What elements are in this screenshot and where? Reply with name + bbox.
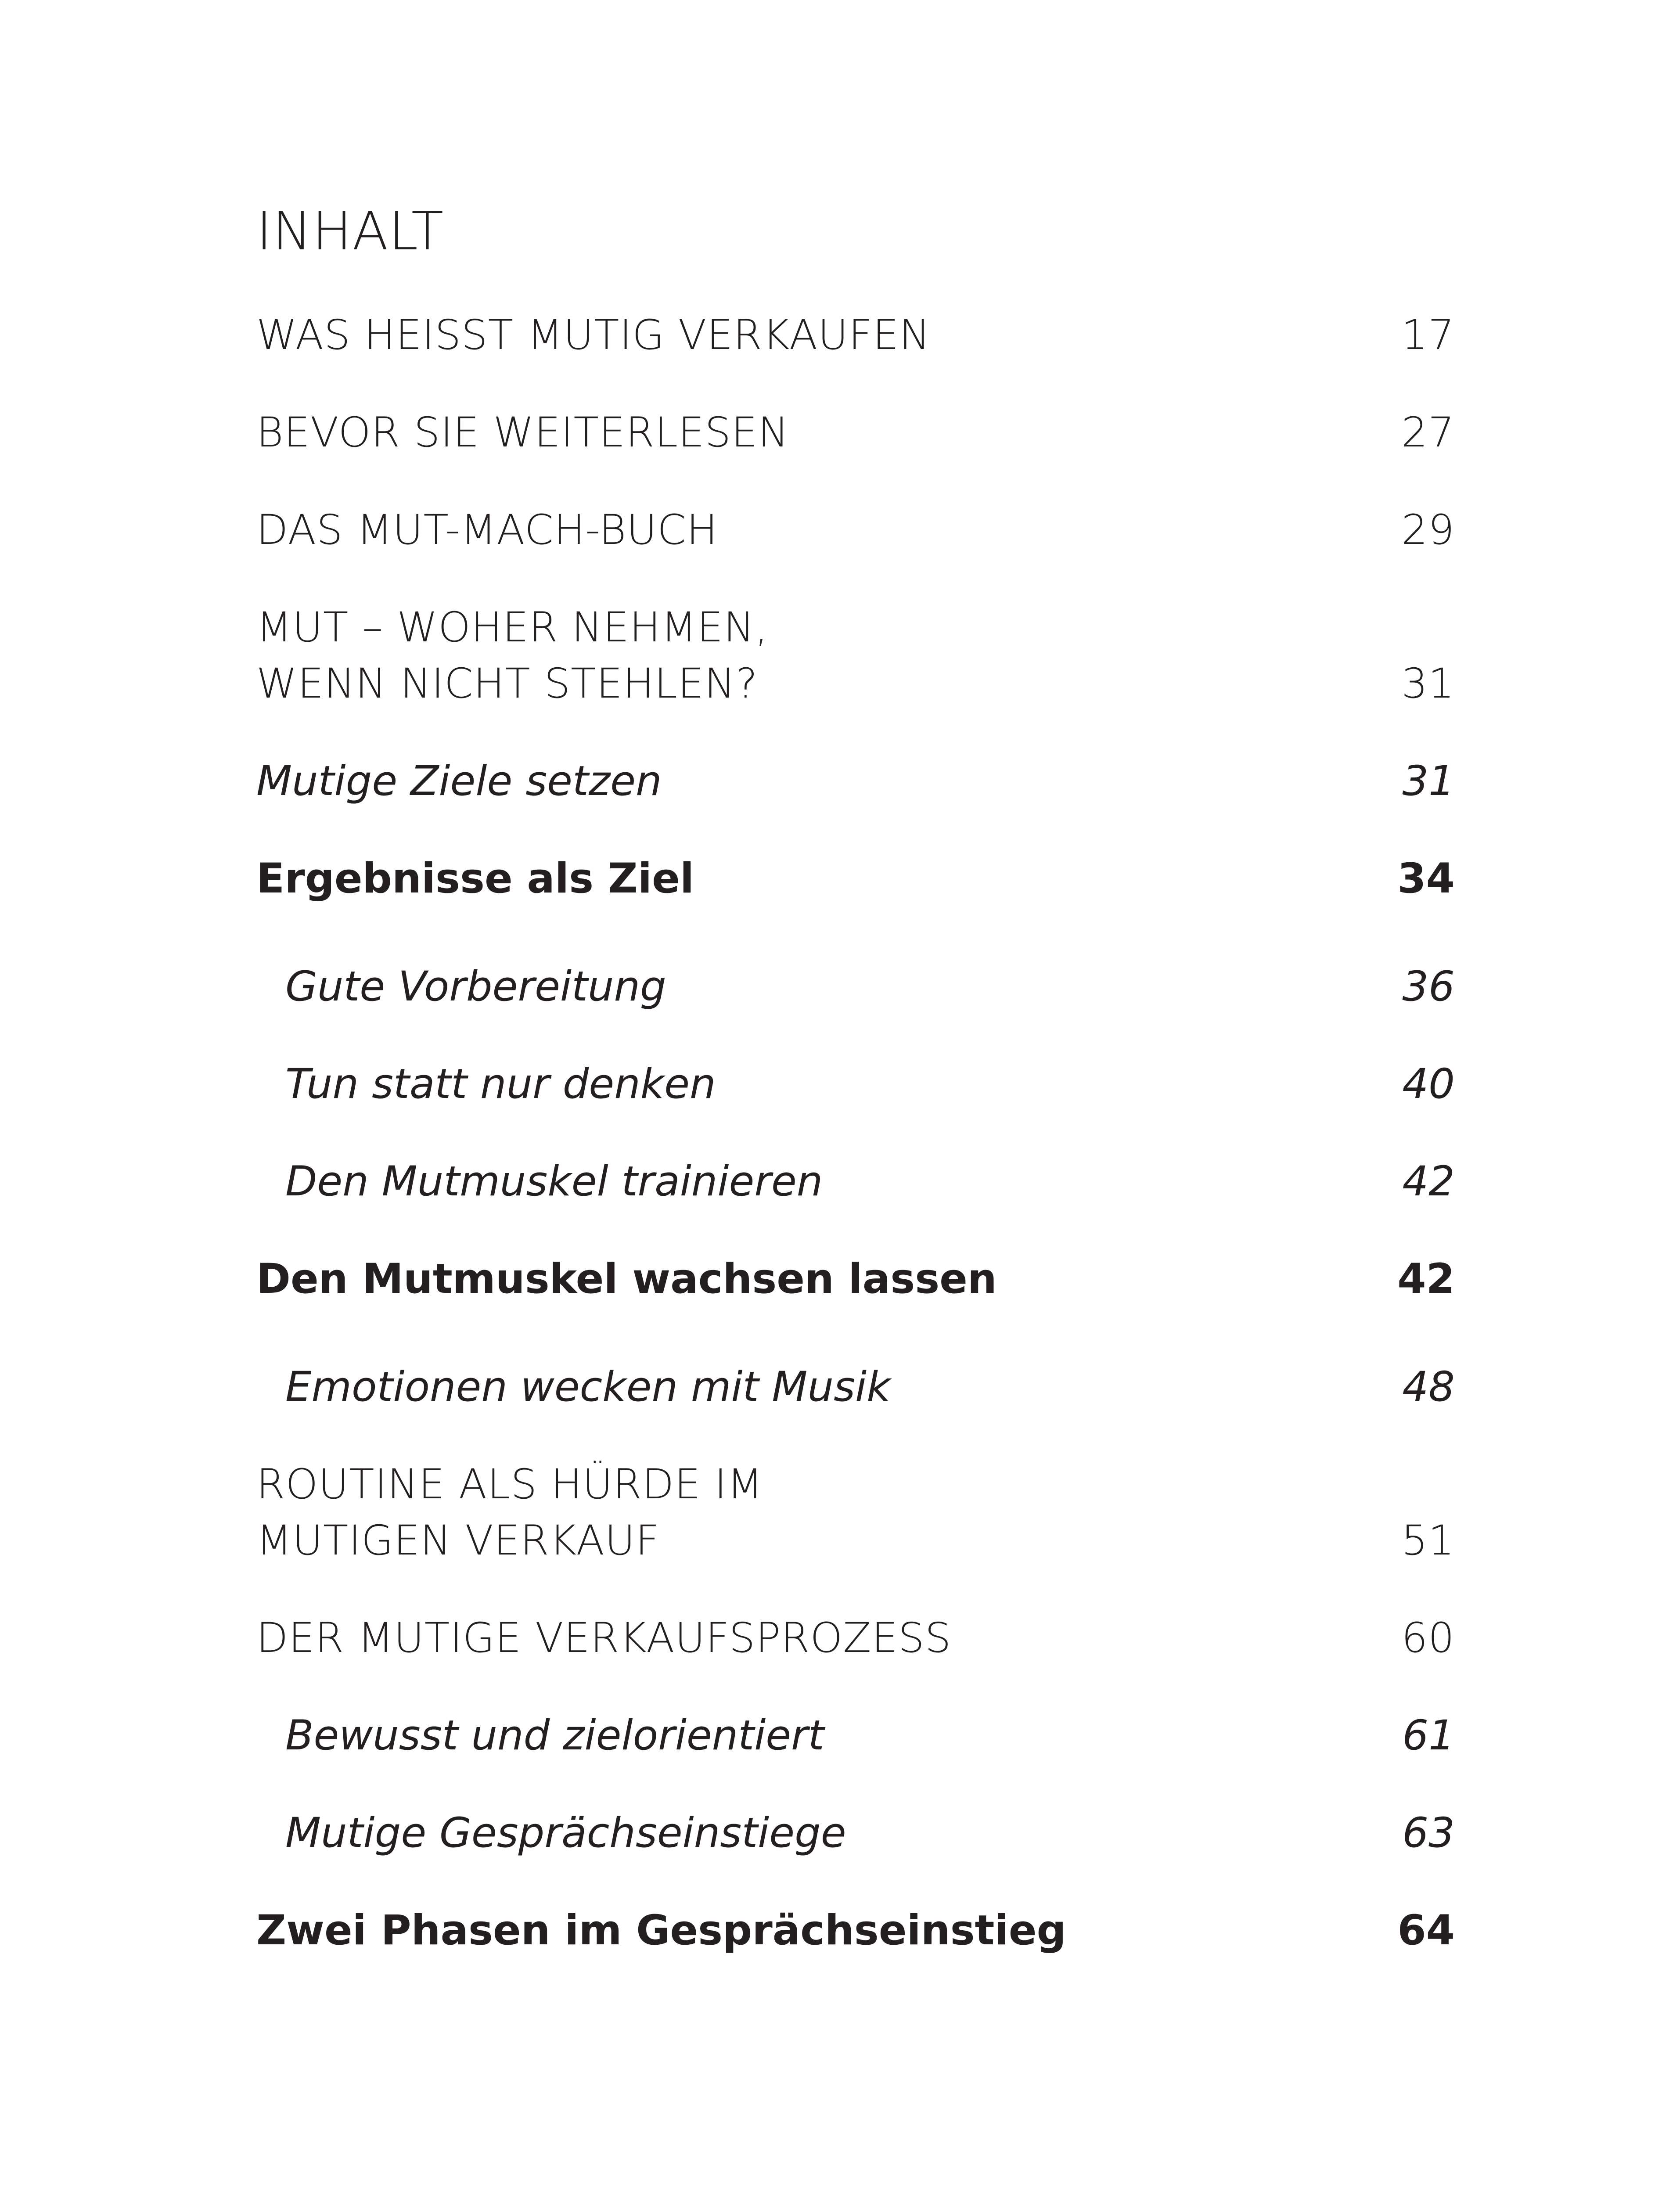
page-title: INHALT — [256, 201, 444, 262]
toc-entry-page: 42 — [1397, 1255, 1455, 1303]
toc-entry-label: DAS MUT-MACH-BUCH — [256, 506, 718, 554]
toc-entry-page: 36 — [1402, 963, 1455, 1011]
toc-entry-page: 42 — [1402, 1158, 1455, 1205]
toc-entry — [256, 1154, 1455, 1210]
toc-entry-page: 60 — [1401, 1614, 1455, 1662]
toc-entry-label: Mutige Ziele setzen — [256, 757, 662, 805]
toc-entry-label: BEVOR SIE WEITERLESEN — [256, 409, 789, 457]
toc-entry-page: 61 — [1402, 1712, 1455, 1760]
toc-entry — [256, 1708, 1455, 1764]
toc-entry — [256, 1056, 1455, 1112]
toc-entry — [256, 600, 1455, 712]
toc-entry — [256, 1457, 1455, 1569]
toc-entry-label: Mutige Gesprächseinstiege — [285, 1809, 846, 1857]
toc-entry — [256, 851, 1455, 907]
toc-entry-page: 31 — [1402, 757, 1455, 805]
toc-entry-page: 51 — [1401, 1517, 1455, 1565]
toc-entry-label: Emotionen wecken mit Musik — [285, 1363, 891, 1411]
toc-entry-label: Gute Vorbereitung — [285, 963, 666, 1011]
toc-entry-label: ROUTINE ALS HÜRDE IM MUTIGEN VERKAUF — [256, 1461, 763, 1565]
toc-entry-page: 17 — [1401, 311, 1455, 359]
toc-entry-page: 64 — [1397, 1907, 1455, 1954]
toc-entry-label: Zwei Phasen im Gesprächseinstieg — [256, 1907, 1066, 1954]
toc-entry-page: 40 — [1402, 1060, 1455, 1108]
toc-entry — [256, 502, 1455, 558]
toc-entry-label: Den Mutmuskel trainieren — [285, 1158, 823, 1205]
toc-entry-page: 34 — [1397, 855, 1455, 903]
toc-entry-label: WAS HEISST MUTIG VERKAUFEN — [256, 311, 931, 359]
toc-entry — [256, 1251, 1455, 1307]
toc-entry-page: 31 — [1401, 660, 1455, 708]
toc-entry-label: Den Mutmuskel wachsen lassen — [256, 1255, 997, 1303]
toc-entry-label: Bewusst und zielorientiert — [285, 1712, 824, 1760]
toc-entry-label: Tun statt nur denken — [285, 1060, 716, 1108]
toc-entry-page: 48 — [1402, 1363, 1455, 1411]
toc-entry-label: Ergebnisse als Ziel — [256, 855, 694, 903]
toc-entry — [256, 1805, 1455, 1861]
toc-entry-page: 27 — [1401, 409, 1455, 457]
toc-entry — [256, 753, 1455, 810]
toc-entry-label: DER MUTIGE VERKAUFSPROZESS — [256, 1614, 952, 1662]
toc-entry-page: 63 — [1402, 1809, 1455, 1857]
toc-entry — [256, 959, 1455, 1015]
toc-entry — [256, 1359, 1455, 1415]
toc-entry-label: MUT – WOHER NEHMEN, WENN NICHT STEHLEN? — [256, 604, 769, 708]
toc-entry — [256, 405, 1455, 461]
toc-entry — [256, 1610, 1455, 1666]
toc-entry-page: 29 — [1401, 506, 1455, 554]
toc-entry — [256, 1903, 1455, 1959]
toc-entry — [256, 307, 1455, 363]
